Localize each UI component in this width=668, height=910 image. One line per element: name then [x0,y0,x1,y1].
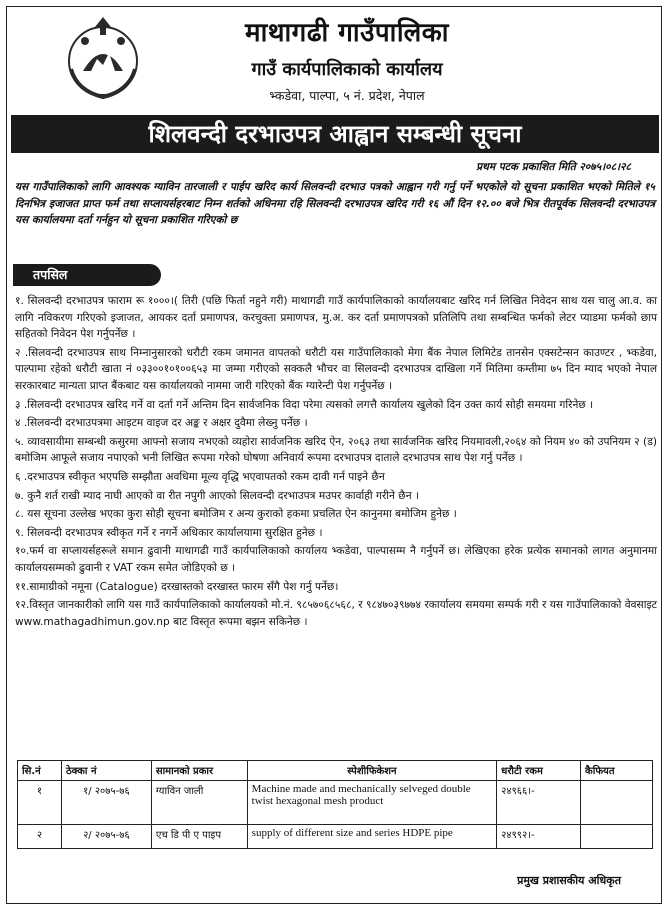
cell-sn: १ [18,781,62,825]
term-item: १२.विस्तृत जानकारीको लागि यस गाउँ कार्यपालिकाको कार्यालयको मो.नं. ९८५७०६८५६८, र ९८४७०३९७७४ रकार्यालय समयमा सम्पर्क गरी र यस गाउँपालिकाको वेवसाइट www.mathagadhimun.gov.np बाट विस्तृत रूपमा बझन सकिनेछ । [15,599,657,628]
terms-list [15,293,657,632]
term-item: ७. कुनै शर्त राखी म्याद नाघी आएको वा रीत नपुगी आएको सिलवन्दी दरभाउपत्र मउपर कार्वाही गरीने छैन । [15,489,419,502]
notice-title-banner: शिलवन्दी दरभाउपत्र आह्वान सम्बन्धी सूचना [11,115,659,153]
term-item: ९. सिलवन्दी दरभाउपत्र स्वीकृत गर्ने र नगर्ने अधिकार कार्यालयामा सुरक्षित हुनेछ । [15,526,323,539]
cell-contract-no: २/ २०७५-७६ [61,825,151,849]
table-row [18,781,653,825]
term-item: २ .सिलवन्दी दरभाउपत्र साथ निम्नानुसारको धरौटी रकम जमानत वापतको धरौटी यस गाउँपालिकाको मेगा बैंक नेपाल लिमिटेड तानसेन एक्सटेन्सन काउण्टर , भ्कडेवा, पाल्पामा रहेको धरौटी खाता नं ०३३००१०१००६५३ मा जम्मा गरीएको सक्कलै भौचर वा सिलवन्दी दरभाउपत्र दाखिला गर्ने मितिमा कम्तीमा ७५ दिन म्याद भएको नेपाल सरकारबाट मान्यता प्राप्त बैंकबाट यस कार्यालयको नाममा जारी गरिएको बैंक ग्यारेन्टी पेश गर्नुपर्नेछ । [15,346,657,392]
cell-item-type: ग्याविन जाली [151,781,247,825]
term-item: १. सिलवन्दी दरभाउपत्र फाराम रू १०००।( तिरी (पछि फिर्ता नहुने गरी) माथागढी गाउँ कार्यपालिकाको कार्यालयबाट खरिद गर्न लिखित निवेदन साथ यस चालु आ.व. का लागि नविकरण गरिएको इजाजत, आयकर दर्ता प्रमाणपत्र, करचुक्ता प्रमाणपत्र, मु.अ. कर दर्ता प्रमाणपत्रको प्रतिलिपि तथा सम्बन्धित फर्मको लेटर प्याडमा फर्मको छाप सहितको निवेदन पेश गर्नुपर्नेछ । [15,295,657,341]
col-header-sn: सि.नं [18,761,62,781]
office-name: गाउँ कार्यपालिकाको कार्यालय [251,59,443,80]
col-header-remarks: कैफियत [581,761,653,781]
notice-page [6,6,662,904]
col-header-specification: स्पेशीफिकेशन [247,761,497,781]
items-table [17,760,653,849]
col-header-deposit: धरौटी रकम [497,761,581,781]
cell-contract-no: १/ २०७५-७६ [61,781,151,825]
cell-sn: २ [18,825,62,849]
term-item: ११.सामाग्रीको नमूना (Catalogue) दरखास्तको दरखास्त फारम सँगै पेश गर्नु पर्नेछ। [15,580,339,593]
cell-deposit: २४९६६।- [497,781,581,825]
municipality-name: माथागढी गाउँपालिका [245,18,449,48]
term-item: ६ .दरभाउपत्र स्वीकृत भएपछि सम्झौता अवधिमा मूल्य वृद्धि भएवापतको रकम दावी गर्न पाइने छैन [15,470,385,483]
term-item: ३ .सिलवन्दी दरभाउपत्र खरिद गर्ने वा दर्ता गर्ने अन्तिम दिन सार्वजनिक विदा परेमा त्यसको लगत्तै कार्यालय खुलेको दिन उक्त कार्य सोही समयमा गरिनेछ । [15,398,594,411]
term-item: ४ .सिलवन्दी दरभाउपत्रमा आइटम वाइज दर अङ्क र अक्षर दुवैमा लेख्नु पर्नेछ । [15,417,308,430]
table-header-row [18,761,653,781]
nepal-emblem-icon [57,13,149,105]
cell-remarks [581,781,653,825]
term-item: ८. यस सूचना उल्लेख भएका कुरा सोही सूचना बमोजिम र अन्य कुराको हकमा प्रचलित ऐन कानुनमा बमोजिम हुनेछ । [15,508,457,521]
cell-remarks [581,825,653,849]
cell-specification: supply of different size and series HDPE pipe [247,825,497,849]
notice-header [7,7,663,111]
term-item: ५. व्यावसायीमा सम्बन्धी कसुरमा आफ्नो सजाय नभएको व्यहोरा सार्वजनिक खरिद ऐन, २०६३ तथा सार्वजनिक खरिद नियमावली,२०६४ को नियम ४० को उपनियम २ (ड) बमोजिम आफूले सजाय नपाएको भनी लिखित रूपमा गरेको घोषणा अनिवार्य रूपमा दरभाउपत्र दाताले दरभाउपत्र साथ पेश गर्नु पर्नेछ । [15,435,657,465]
cell-deposit: २४९९२।- [497,825,581,849]
term-item: १०.फर्म वा सप्लायर्सहरूले समान ढुवानी माथागढी गाउँ कार्यपालिकाको कार्यालय भ्कडेवा, पाल्पासम्म नै गर्नुपर्ने छ। लेखिएका हरेक प्रत्येक समानको लागत अनुमानमा कार्यालयसम्मको ढुवानी र VAT रकम समेत जोडिएको छ । [15,545,657,574]
cell-item-type: एच डि पी ए पाइप [151,825,247,849]
signatory-title: प्रमुख प्रशासकीय अधिकृत [517,874,621,887]
col-header-item-type: सामानको प्रकार [151,761,247,781]
section-tag: तपसिल [13,264,161,286]
office-address: भ्कडेवा, पाल्पा, ५ नं. प्रदेश, नेपाल [269,88,425,103]
cell-specification: Machine made and mechanically selveged double twist hexagonal mesh product [247,781,497,825]
publication-date: प्रथम पटक प्रकाशित मिति २०७५।०८।२८ [476,161,631,173]
col-header-contract-no: ठेक्का नं [61,761,151,781]
intro-paragraph: यस गाउँपालिकाको लागि आवश्यक ग्याविन तारजाली र पाईप खरिद कार्य सिलवन्दी दरभाउ पत्रको आह्वान गरी गर्नु पर्ने भएकोले यो सूचना प्रकाशित भएको मितिले १५ दिनभित्र इजाजत प्राप्त फर्म तथा सप्लायर्सहरबाट निम्न शर्तको अधिनमा रहि सिलवन्दी दरभाउपत्र खरिद गरी १६ औं दिन १२.०० बजे भित्र रीतपूर्वक सिलवन्दी दरभाउपत्र यस कार्यालयमा दर्ता गर्नहुन यो सूचना प्रकाशित गरिएको छ [15,181,655,226]
table-row [18,825,653,849]
